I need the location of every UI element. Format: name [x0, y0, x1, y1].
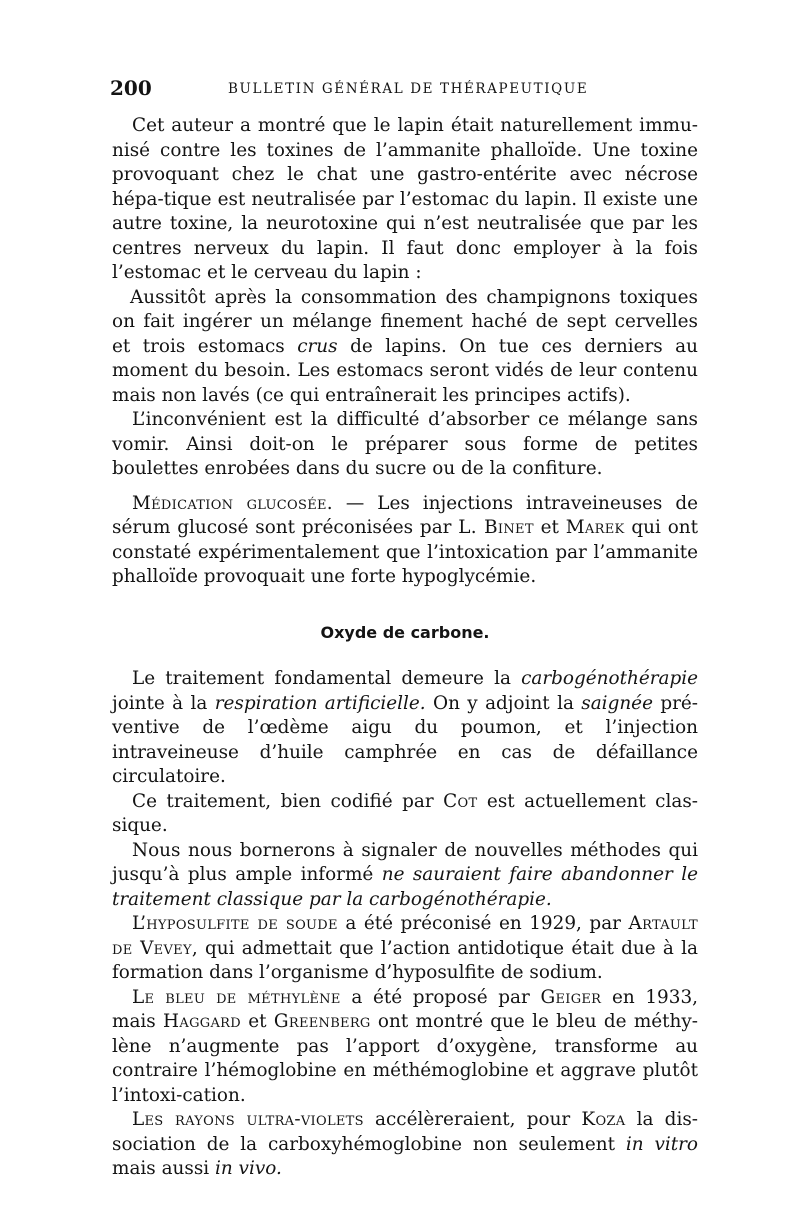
text-segment: la dis-sociation de la carboxyhémoglobine non seulement	[112, 1109, 698, 1155]
text-segment: et	[240, 1011, 274, 1032]
text-segment: et	[533, 517, 566, 538]
paragraph	[112, 667, 698, 790]
text-segment: a été proposé par	[340, 986, 541, 1008]
italic-term: carbogénothérapie	[521, 668, 698, 689]
paragraph	[112, 839, 698, 913]
author-name: Haggard	[163, 1011, 241, 1032]
text-segment: mais aussi	[112, 1158, 215, 1179]
paragraph: Cet auteur a montré que le lapin était naturellement immu-nisé contre les toxines de l’ammanite phalloïde. Une toxine provoquant chez le chat une gastro-entérite avec nécrose hépa-tique est neutralisée par l’estomac du lapin. Il existe une autre toxine, la neurotoxine qui n’est neutralisée que par les centres nerveux du lapin. Il faut donc employer à la fois l’estomac et le cerveau du lapin :	[112, 115, 698, 283]
text-segment: pré-ventive de l’œdème aigu du poumon, et l’injection intraveineuse d’huile camphrée en cas de défaillance circulatoire.	[112, 692, 698, 787]
page-number: 200	[110, 76, 152, 100]
italic-term: crus	[297, 335, 338, 357]
author-name: Marek	[565, 517, 625, 538]
text-segment: , qui admettait que l’action antidotique était due à la formation dans l’organisme d’hyposulfite de sodium.	[112, 937, 698, 983]
paragraph	[112, 790, 698, 839]
author-name: Artault de Vevey	[112, 913, 698, 959]
section-heading: Oxyde de carbone.	[320, 622, 490, 642]
paragraph	[112, 1108, 698, 1182]
author-name: Greenberg	[273, 1011, 371, 1032]
text-segment: Le traitement fondamental demeure la	[132, 668, 522, 689]
author-name: L. Binet	[458, 517, 534, 538]
italic-term: saignée	[581, 692, 653, 714]
text-segment: accélèreraient, pour	[363, 1109, 582, 1130]
body-text	[112, 114, 698, 1182]
running-title: BULLETIN GÉNÉRAL DE THÉRAPEUTIQUE	[228, 81, 589, 97]
text-segment: a été préconisé en 1929, par	[337, 913, 629, 934]
remedy-name: L’hyposulfite de soude	[132, 913, 338, 934]
author-name: Koza	[581, 1109, 626, 1130]
remedy-name: Le bleu de méthylène	[132, 986, 341, 1008]
text-segment: qui ont constaté expérimentalement que l’intoxication par l’ammanite phalloïde provoquait une forte hypoglycémie.	[112, 517, 699, 587]
paragraph	[112, 986, 698, 1109]
paragraph	[112, 912, 698, 986]
author-name: Geiger	[540, 986, 602, 1008]
paragraph	[112, 286, 698, 409]
italic-term: respiration artificielle.	[214, 692, 426, 714]
text-segment: Nous nous bornerons à signaler de nouvelles méthodes qui jusqu’à plus ample informé	[112, 839, 698, 885]
paragraph	[112, 492, 698, 590]
italic-term: in vivo.	[214, 1158, 282, 1179]
text-segment: de lapins. On tue ces derniers au moment du besoin. Les estomacs seront vidés de leur contenu mais non lavés (ce qui entraînerait les principes actifs).	[112, 335, 698, 406]
text-segment: On y adjoint la	[425, 692, 582, 714]
text-segment: jointe à la	[112, 692, 215, 714]
italic-term: in vitro	[625, 1133, 698, 1155]
section-run-in-title: Médication glucosée.	[132, 492, 333, 514]
text-segment: — Les injections intraveineuses de sérum glucosé sont préconisées par	[112, 492, 698, 538]
text-segment: ont montré que le bleu de méthy-lène n’augmente pas l’apport d’oxygène, transforme au contraire l’hémoglobine en méthémoglobine et aggrave plutôt l’intoxi-cation.	[112, 1011, 698, 1106]
author-name: Cot	[443, 790, 478, 812]
text-segment: est actuellement clas-sique.	[112, 790, 698, 836]
text-segment: en 1933, mais	[112, 986, 698, 1032]
text-segment: Aussitôt après la consommation des champignons toxiques on fait ingérer un mélange finement haché de sept cervelles et trois estomacs	[112, 286, 698, 357]
page-header	[110, 76, 700, 104]
remedy-name: Les rayons ultra-violets	[132, 1109, 364, 1130]
text-segment: Ce traitement, bien codifié par	[132, 790, 444, 812]
italic-phrase: ne sauraient faire abandonner le traitement classique par la carbogénothérapie.	[112, 864, 698, 910]
paragraph: L’inconvénient est la difficulté d’absorber ce mélange sans vomir. Ainsi doit-on le préparer sous forme de petites boulettes enrobées dans du sucre ou de la confiture.	[112, 409, 698, 479]
